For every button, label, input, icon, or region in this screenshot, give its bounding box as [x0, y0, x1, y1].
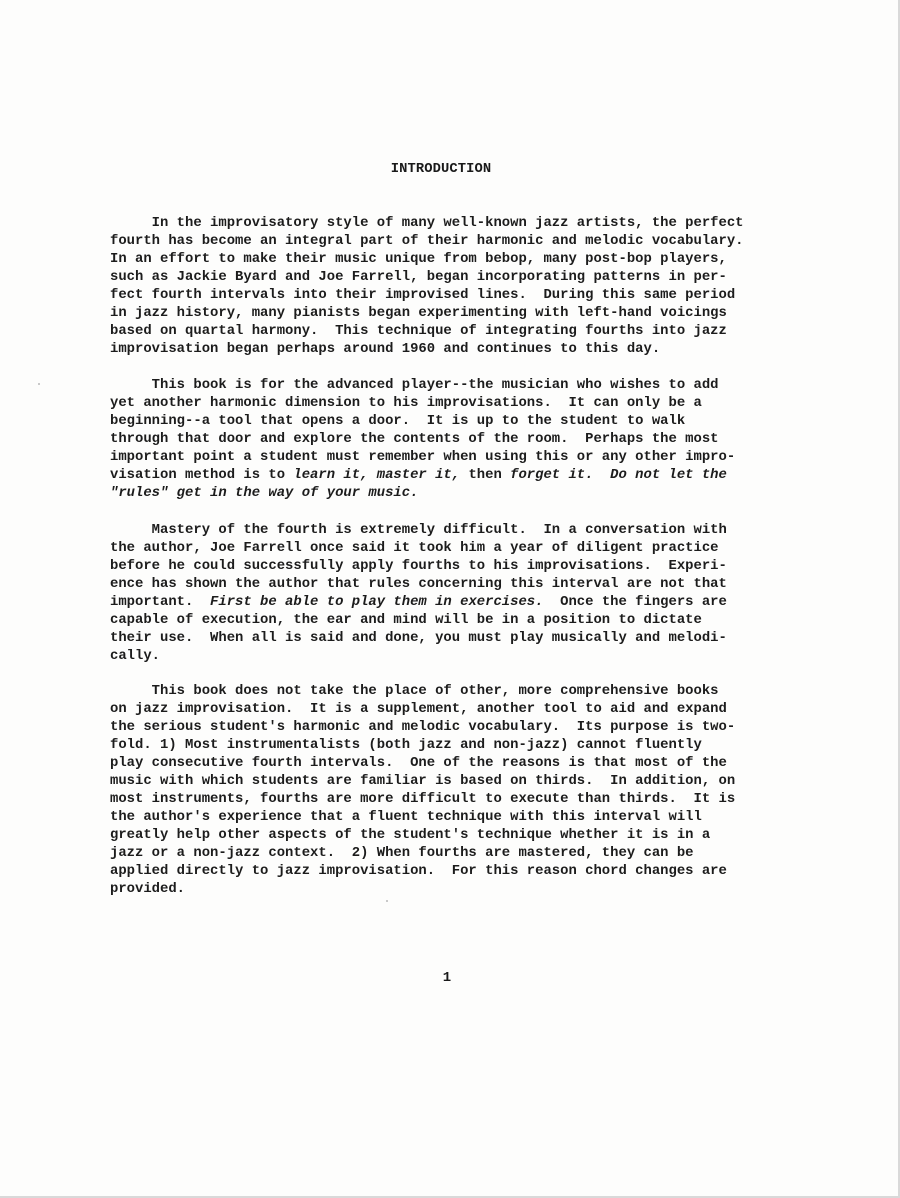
italic-emphasis: Do not let the [610, 467, 727, 483]
paragraph-line: play consecutive fourth intervals. One of the reasons is that most of the [110, 755, 727, 771]
paragraph-line: applied directly to jazz improvisation. For this reason chord changes are [110, 863, 727, 879]
paragraph-line: ence has shown the author that rules concerning this interval are not that [110, 576, 727, 592]
text-run: important. [110, 594, 211, 610]
paragraph-line: improvisation began perhaps around 1960 and continues to this day. [110, 341, 661, 357]
paragraph-line: through that door and explore the contents of the room. Perhaps the most [110, 431, 719, 447]
paragraph-line: This book does not take the place of other, more comprehensive books [110, 683, 719, 699]
paragraph-line: capable of execution, the ear and mind will be in a position to dictate [110, 612, 702, 628]
paragraph-line: cally. [110, 648, 161, 664]
scan-speck [386, 900, 388, 902]
paragraph-line-mixed [110, 466, 800, 484]
paragraph-line: the author's experience that a fluent technique with this interval will [110, 809, 702, 825]
paragraph-line-mixed [110, 593, 800, 611]
paragraph-line: in jazz history, many pianists began experimenting with left-hand voicings [110, 305, 727, 321]
italic-emphasis-line: "rules" get in the way of your music. [110, 485, 419, 501]
paragraph-line: music with which students are familiar is based on thirds. In addition, on [110, 773, 736, 789]
paragraph-line: the serious student's harmonic and melodic vocabulary. Its purpose is two- [110, 719, 736, 735]
paragraph-line: the author, Joe Farrell once said it took him a year of diligent practice [110, 540, 719, 556]
paragraph-line: greatly help other aspects of the student's technique whether it is in a [110, 827, 711, 843]
paragraph-line: most instruments, fourths are more difficult to execute than thirds. It is [110, 791, 736, 807]
paragraph-1 [110, 214, 800, 358]
paragraph-line: fect fourth intervals into their improvised lines. During this same period [110, 287, 736, 303]
text-run [593, 467, 610, 483]
paragraph-line: yet another harmonic dimension to his improvisations. It can only be a [110, 395, 702, 411]
page-title: INTRODUCTION [390, 162, 492, 177]
paragraph-line: important point a student must remember when using this or any other impro- [110, 449, 736, 465]
paragraph-line: their use. When all is said and done, you must play musically and melodi- [110, 630, 727, 646]
text-run: Once the fingers are [543, 594, 727, 610]
paragraph-line: This book is for the advanced player--the musician who wishes to add [110, 377, 719, 393]
paragraph-4 [110, 682, 800, 898]
paragraph-line: fold. 1) Most instrumentalists (both jazz and non-jazz) cannot fluently [110, 737, 702, 753]
paragraph-line: provided. [110, 881, 186, 897]
paragraph-line: beginning--a tool that opens a door. It is up to the student to walk [110, 413, 686, 429]
paragraph-line: In an effort to make their music unique from bebop, many post-bop players, [110, 251, 727, 267]
paragraph-line: before he could successfully apply fourths to his improvisations. Experi- [110, 558, 727, 574]
italic-emphasis: forget it. [510, 467, 594, 483]
italic-emphasis: learn it, master it, [293, 467, 461, 483]
paragraph-2 [110, 376, 800, 502]
paragraph-line: Mastery of the fourth is extremely difficult. In a conversation with [110, 522, 727, 538]
paragraph-3 [110, 521, 800, 665]
page-number: 1 [442, 970, 452, 986]
italic-emphasis: First be able to play them in exercises. [210, 594, 544, 610]
text-run: visation method is to [110, 467, 294, 483]
text-run: then [460, 467, 511, 483]
paragraph-line: fourth has become an integral part of their harmonic and melodic vocabulary. [110, 233, 744, 249]
paragraph-line: jazz or a non-jazz context. 2) When fourths are mastered, they can be [110, 845, 694, 861]
paragraph-line: on jazz improvisation. It is a supplement, another tool to aid and expand [110, 701, 727, 717]
scan-speck [38, 383, 40, 385]
paragraph-line: In the improvisatory style of many well-known jazz artists, the perfect [110, 215, 744, 231]
paragraph-line: based on quartal harmony. This technique of integrating fourths into jazz [110, 323, 727, 339]
paragraph-line: such as Jackie Byard and Joe Farrell, began incorporating patterns in per- [110, 269, 727, 285]
